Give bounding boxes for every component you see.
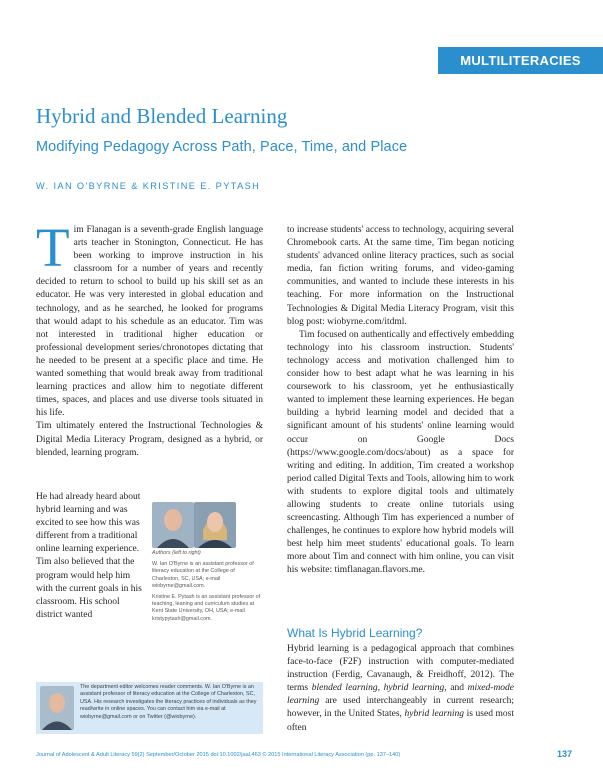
column-1 [36,217,263,460]
article-title: Hybrid and Blended Learning [36,104,288,128]
text-run: Hybrid learning is a pedagogical approach that combines face-to-face (F2F) instruction with computer-mediated instruction (Ferdig, Cavanaugh, & Freidhoff, 2012). The terms [287,644,514,694]
sidebar-label: Authors (left to right) [152,550,201,556]
paragraph-text: im Flanagan is a seventh-grade English language arts teacher in Stonington, Connecticut. He has been working to improve instruction in his classroom for a number of years and recently decided to return to school to build up his skill set as an educator. He was very interested in global education and technology, and as he searched, he looked for programs that would adapt to his schedule as an educator. Tim was not interested in traditional higher education or professional development series/chronotopes dictating that he needed to be present at a specific place and time. He wanted something that would break away from traditional learning practices and allow him to negotiate different times, spaces, and places and use diverse tools situated in his life. [36,225,263,419]
italic-term: hybrid learning [383,683,445,694]
journal-citation: Journal of Adolescent & Adult Literacy 59(2) September/October 2015 doi:10.1002/jaal.463 © 2015 International Literacy Association (pp. 137–140) [36,752,401,758]
column-2-continued [287,643,514,735]
page-number: 137 [557,749,573,759]
italic-term: blended learning [311,683,378,694]
section-label: MULTILITERACIES [460,53,581,68]
body-paragraph: Tim focused on authentically and effectively embedding technology into his classroom instruction. Students' technology access and motivation challenged him to consider how to best adapt what he was learning in his coursework to his classroom, yet he enthusiastically wanted to implement these learning experiences. He began building a hybrid learning model and decided that a significant amount of his students' online learning would occur on Google Docs (https://www.google.com/docs/about) as a space for writing and editing. In addition, Tim created a workshop period called Digital Texts and Tools, allowing him to work with students to explore digital tools and ultimately allowing students to create online tutorials using screencasting. Although Tim has experienced a number of challenges, he continues to explore how hybrid models will best help him meet students' educational goals. To learn more about Tim and connect with him online, you can visit his website: timflanagan.flavors.me. [287,329,514,576]
column-2 [287,224,514,578]
body-paragraph: Tim ultimately entered the Instructional Technologies & Digital Media Literacy Program, designed as a hybrid, or blended, learning program. [36,421,263,458]
body-paragraph [287,643,514,735]
author-photo-obyrne [152,502,194,548]
drop-cap: T [36,217,70,278]
article-authors: W. IAN O'BYRNE & KRISTINE E. PYTASH [36,181,261,191]
section-band [438,47,603,74]
italic-term: mixed-mode learning [287,683,515,707]
italic-term: hybrid learning [404,709,465,720]
text-run: , [377,683,384,694]
text-run: , and [444,683,468,694]
body-paragraph: He had already heard about hybrid learning and was excited to see how this was different from a traditional online learning experience. Tim also believed that the program would help him with the current goals in his classroom. His school district wanted [36,492,142,620]
author-photo-pytash [194,502,236,548]
author-bio-1: W. Ian O'Byrne is an assistant professor of literacy education at the College of Charleston, SC, USA; e-mail wiobyrne@gmail.com. [152,561,254,589]
editor-photo [40,686,74,730]
editor-note: The department editor welcomes reader comments. W. Ian O'Byrne is an assistant professor of literacy education at the College of Charleston, SC, USA. His research investigates the literacy practices of individuals as they read/write in online spaces. You can contact him via e-mail at wiobyrne@gmail.com or on Twitter (@wiobyrne). [80,684,257,720]
article-subtitle: Modifying Pedagogy Across Path, Pace, Time, and Place [36,139,408,155]
body-paragraph [36,217,263,420]
column-1-narrow [36,491,144,622]
section-heading: What Is Hybrid Learning? [287,626,423,640]
author-sidebar [152,550,262,623]
body-paragraph: to increase students' access to technology, acquiring several Chromebook carts. At the same time, Tim began noticing students' advanced online literacy practices, such as social media, fan fiction writing forums, and video-gaming communities, and wanted to include these interests in his teaching. For more information on the Instructional Technologies & Digital Media Literacy Program, visit this blog post: wiobyrne.com/itdml. [287,225,514,327]
text-run: are used interchangeably in current research; however, in the United States, [287,696,514,720]
author-bio-2: Kristine E. Pytash is an assistant professor of teaching, leaning and curriculum studies at Kent State University, OH, USA; e-mail kristypytash@gmail.com. [152,594,261,622]
text-run: is used most often [287,709,515,733]
